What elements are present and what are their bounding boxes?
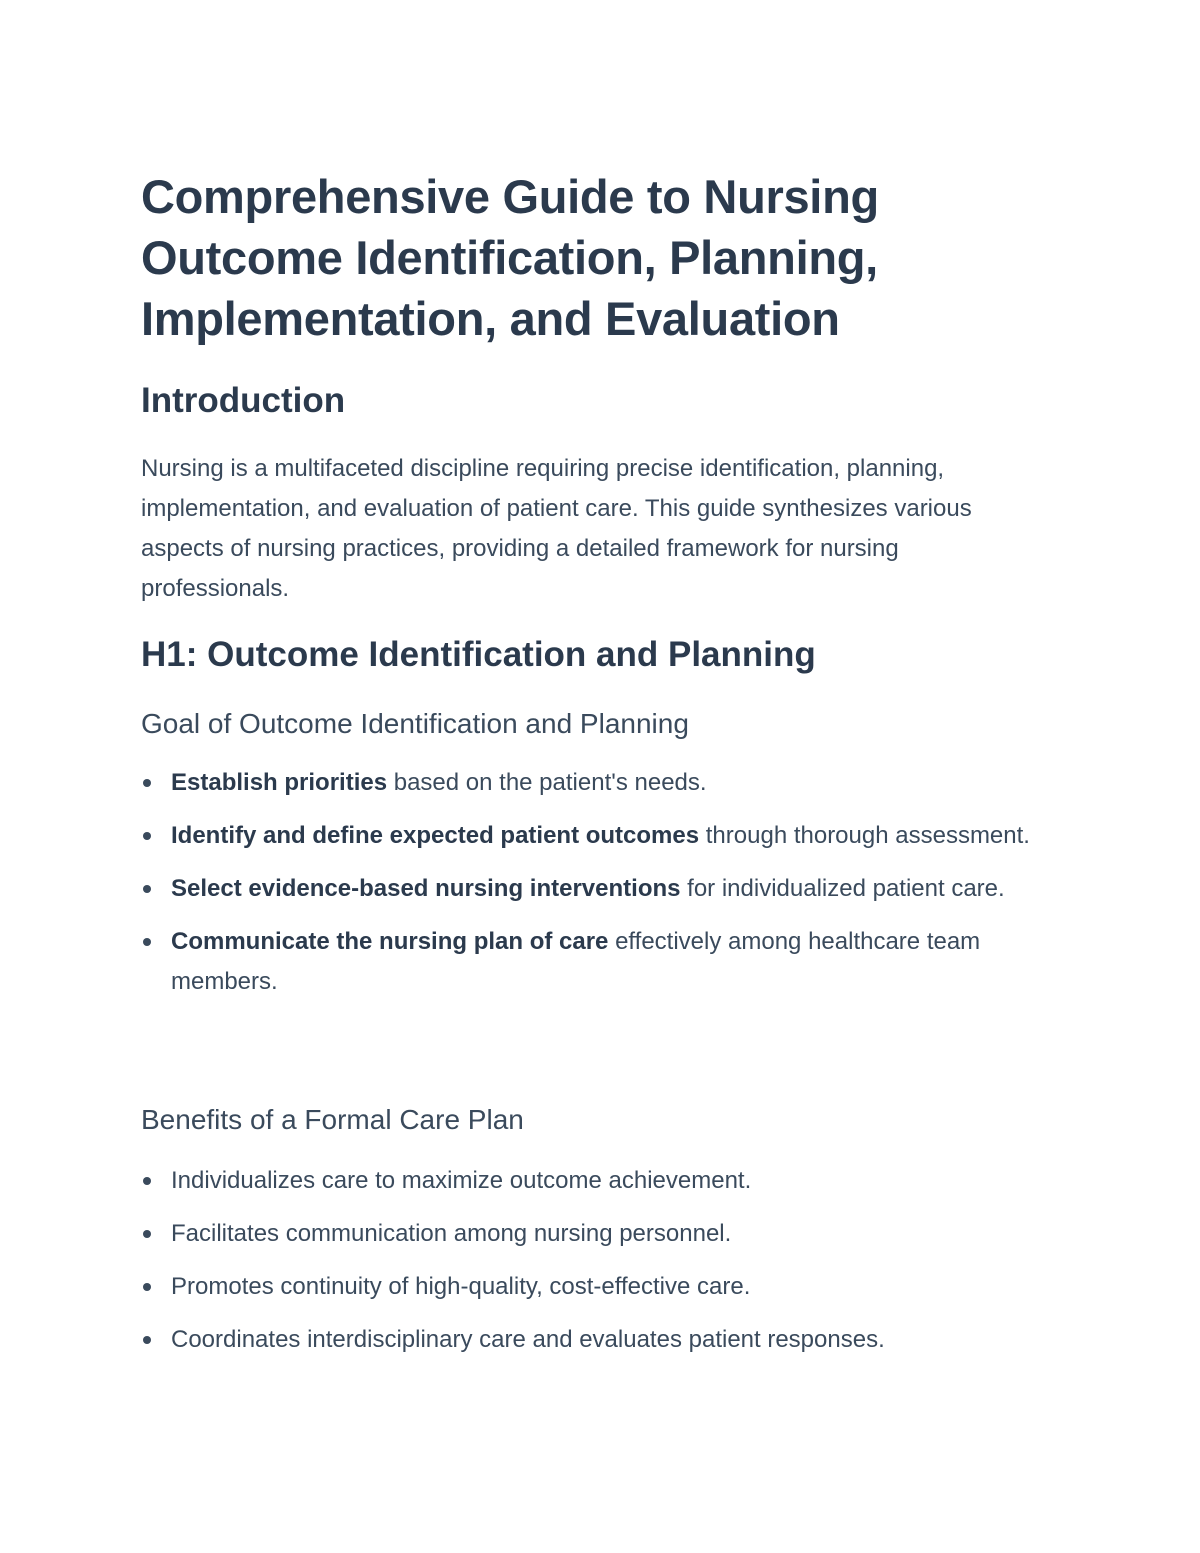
document-title: Comprehensive Guide to Nursing Outcome Identification, Planning, Implementation, and Evaluation [141,170,879,345]
benefits-heading: Benefits of a Formal Care Plan [141,1104,524,1135]
list-item: Individualizes care to maximize outcome achievement. [141,1161,1041,1201]
list-item-bold: Identify and define expected patient outcomes [171,822,700,849]
introduction-heading: Introduction [141,381,346,420]
benefits-list [141,1161,1041,1373]
list-item-bold: Communicate the nursing plan of care [171,928,609,955]
list-item [141,922,1041,1002]
introduction-paragraph: Nursing is a multifaceted discipline requiring precise identification, planning, implementation, and evaluation of patient care. This guide synthesizes various aspects of nursing practices, providing a detailed framework for nursing professionals. [141,455,972,602]
goal-list [141,763,1041,1015]
outcome-planning-heading: H1: Outcome Identification and Planning [141,635,816,674]
list-item: Promotes continuity of high-quality, cost-effective care. [141,1267,1041,1307]
list-item: Facilitates communication among nursing personnel. [141,1214,1041,1254]
goal-heading: Goal of Outcome Identification and Planning [141,708,689,739]
list-item [141,763,1041,803]
list-item [141,869,1041,909]
list-item-text: through thorough assessment. [699,822,1030,849]
list-item-text: effectively among healthcare team members. [171,928,981,995]
list-item [141,816,1041,856]
list-item-bold: Establish priorities [171,769,388,796]
list-item-text: based on the patient's needs. [387,769,707,796]
list-item-text: for individualized patient care. [680,875,1005,902]
list-item: Coordinates interdisciplinary care and evaluates patient responses. [141,1320,1041,1360]
list-item-bold: Select evidence-based nursing interventions [171,875,681,902]
